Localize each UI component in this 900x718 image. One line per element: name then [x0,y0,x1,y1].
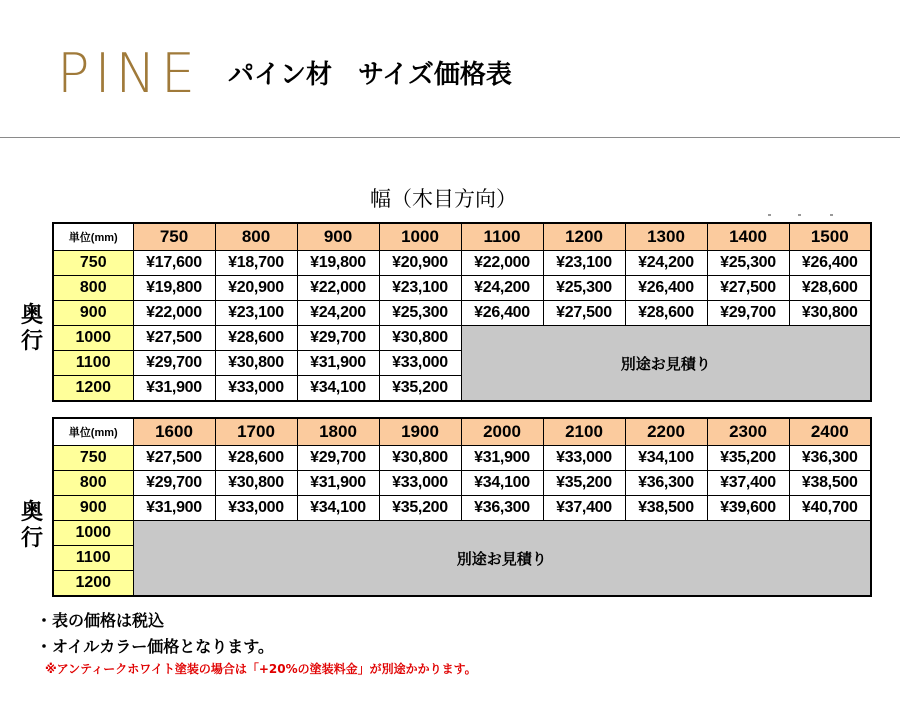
price-cell: ¥35,200 [379,376,461,402]
price-cell: ¥37,400 [543,496,625,521]
table-row [53,326,871,351]
width-header: 1100 [461,223,543,251]
price-cell: ¥23,100 [543,251,625,276]
price-table-1 [52,222,872,402]
price-cell: ¥20,900 [379,251,461,276]
price-cell: ¥27,500 [133,446,215,471]
width-header: 1300 [625,223,707,251]
price-table-2 [52,417,872,597]
price-cell: ¥27,500 [707,276,789,301]
price-cell: ¥29,700 [297,446,379,471]
unit-label: 単位(mm) [53,418,133,446]
estimate-area: 別途お見積り [461,326,871,402]
price-cell: ¥25,300 [543,276,625,301]
price-cell: ¥33,000 [379,471,461,496]
page-title: パイン材 サイズ価格表 [228,60,512,90]
price-cell: ¥30,800 [215,351,297,376]
width-header: 2400 [789,418,871,446]
price-cell: ¥36,300 [625,471,707,496]
price-cell: ¥22,000 [297,276,379,301]
price-cell: ¥26,400 [789,251,871,276]
width-header: 1000 [379,223,461,251]
price-cell: ¥17,600 [133,251,215,276]
width-header: 1600 [133,418,215,446]
width-header: 1200 [543,223,625,251]
width-header: 900 [297,223,379,251]
price-cell: ¥39,600 [707,496,789,521]
price-cell: ¥31,900 [133,496,215,521]
depth-header: 750 [53,446,133,471]
depth-side-label [17,303,47,355]
depth-side-char-2: 行 [20,526,43,551]
table-row [53,446,871,471]
depth-header: 750 [53,251,133,276]
decorative-dots [768,214,838,218]
price-cell: ¥28,600 [625,301,707,326]
price-cell: ¥34,100 [297,376,379,402]
price-cell: ¥27,500 [543,301,625,326]
price-cell: ¥34,100 [625,446,707,471]
price-cell: ¥33,000 [215,496,297,521]
price-cell: ¥28,600 [215,326,297,351]
width-header: 2200 [625,418,707,446]
price-cell: ¥40,700 [789,496,871,521]
price-cell: ¥23,100 [379,276,461,301]
depth-header: 800 [53,471,133,496]
price-cell: ¥30,800 [379,446,461,471]
price-cell: ¥19,800 [133,276,215,301]
price-cell: ¥23,100 [215,301,297,326]
table-row [53,276,871,301]
price-cell: ¥30,800 [215,471,297,496]
note-oil-color: ・オイルカラー価格となります。 [36,637,274,656]
price-cell: ¥34,100 [461,471,543,496]
price-cell: ¥29,700 [133,471,215,496]
price-cell: ¥29,700 [707,301,789,326]
unit-label: 単位(mm) [53,223,133,251]
price-cell: ¥38,500 [625,496,707,521]
depth-header: 1000 [53,326,133,351]
table-row [53,521,871,546]
depth-header: 1000 [53,521,133,546]
price-cell: ¥31,900 [133,376,215,402]
price-cell: ¥35,200 [543,471,625,496]
table-row [53,471,871,496]
price-cell: ¥33,000 [543,446,625,471]
price-cell: ¥24,200 [625,251,707,276]
depth-header: 1100 [53,546,133,571]
depth-side-char-2: 行 [20,329,43,354]
price-cell: ¥35,200 [379,496,461,521]
width-header: 1500 [789,223,871,251]
depth-side-label [17,500,47,552]
price-cell: ¥28,600 [215,446,297,471]
width-header: 1700 [215,418,297,446]
depth-header: 900 [53,496,133,521]
price-cell: ¥30,800 [379,326,461,351]
price-cell: ¥19,800 [297,251,379,276]
price-cell: ¥20,900 [215,276,297,301]
price-cell: ¥33,000 [379,351,461,376]
header-divider [0,137,900,138]
table-row [53,251,871,276]
table-row [53,496,871,521]
width-header: 2100 [543,418,625,446]
price-cell: ¥26,400 [625,276,707,301]
price-cell: ¥29,700 [297,326,379,351]
price-cell: ¥31,900 [297,471,379,496]
width-header: 1400 [707,223,789,251]
price-cell: ¥22,000 [133,301,215,326]
depth-header: 1100 [53,351,133,376]
width-header: 750 [133,223,215,251]
price-cell: ¥36,300 [461,496,543,521]
width-header: 1900 [379,418,461,446]
price-cell: ¥35,200 [707,446,789,471]
depth-header: 900 [53,301,133,326]
price-cell: ¥26,400 [461,301,543,326]
note-tax-included: ・表の価格は税込 [36,611,165,630]
pine-logo: PINE [57,42,201,105]
estimate-area: 別途お見積り [133,521,871,597]
depth-header: 800 [53,276,133,301]
width-header: 800 [215,223,297,251]
depth-header: 1200 [53,571,133,597]
price-cell: ¥33,000 [215,376,297,402]
width-header: 1800 [297,418,379,446]
width-header: 2300 [707,418,789,446]
price-cell: ¥38,500 [789,471,871,496]
price-cell: ¥31,900 [461,446,543,471]
width-header: 2000 [461,418,543,446]
price-cell: ¥34,100 [297,496,379,521]
price-cell: ¥24,200 [297,301,379,326]
price-cell: ¥36,300 [789,446,871,471]
price-cell: ¥24,200 [461,276,543,301]
price-cell: ¥31,900 [297,351,379,376]
price-cell: ¥22,000 [461,251,543,276]
depth-side-char-1: 奥 [20,303,43,328]
price-cell: ¥18,700 [215,251,297,276]
price-cell: ¥37,400 [707,471,789,496]
note-antique-white: ※アンティークホワイト塗装の場合は「+20%の塗装料金」が別途かかります。 [45,662,477,676]
price-cell: ¥29,700 [133,351,215,376]
price-cell: ¥28,600 [789,276,871,301]
depth-header: 1200 [53,376,133,402]
width-heading: 幅（木目方向） [370,187,517,211]
price-cell: ¥27,500 [133,326,215,351]
price-cell: ¥30,800 [789,301,871,326]
price-cell: ¥25,300 [707,251,789,276]
table-row [53,301,871,326]
depth-side-char-1: 奥 [20,500,43,525]
price-cell: ¥25,300 [379,301,461,326]
